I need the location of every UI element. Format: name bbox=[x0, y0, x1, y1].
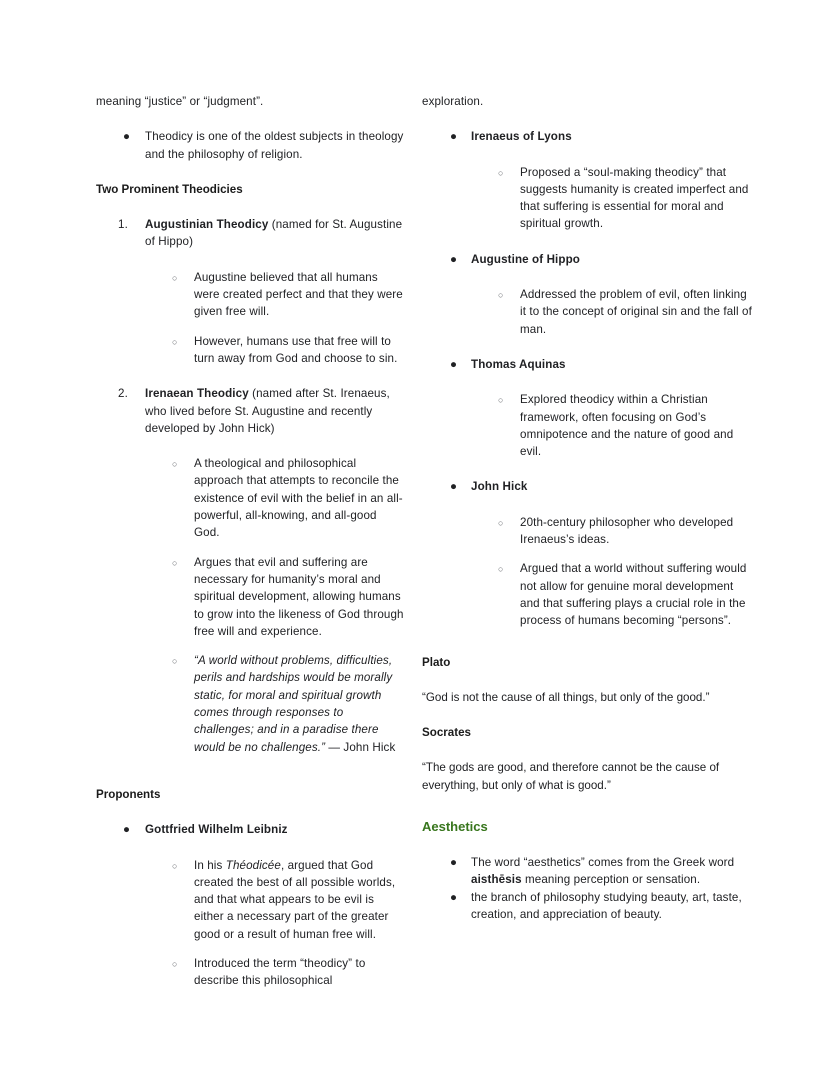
sub-list-item bbox=[422, 164, 752, 233]
spacer bbox=[96, 756, 404, 786]
heading-aesthetics: Aesthetics bbox=[422, 819, 488, 835]
list-number: 2. bbox=[118, 387, 128, 401]
bullet-disc-icon: ● bbox=[450, 252, 458, 266]
sub-list-item-text: Explored theodicy within a Christian framework, often focusing on God’s omnipotence and the nature of good and evil. bbox=[520, 393, 734, 459]
item-bold-lead: Augustinian Theodicy bbox=[145, 218, 269, 232]
sub-list-item-text: Augustine believed that all humans were created perfect and that they were given free will. bbox=[194, 270, 403, 319]
person-irenaeus bbox=[422, 128, 752, 145]
sub-list-item bbox=[422, 286, 752, 338]
item-rest: (named for St. Augustine of Hippo) bbox=[145, 218, 403, 249]
spacer bbox=[422, 146, 752, 164]
sub-list-item-text bbox=[194, 859, 395, 941]
bullet-disc-icon: ● bbox=[450, 480, 458, 494]
theodicies-numbered-list bbox=[96, 216, 404, 251]
numbered-item-augustinian bbox=[96, 216, 404, 251]
bullet-disc-icon: ● bbox=[450, 130, 458, 144]
spacer bbox=[96, 367, 404, 385]
proponent-leibniz bbox=[96, 821, 404, 838]
heading-socrates: Socrates bbox=[422, 726, 471, 740]
spacer bbox=[422, 233, 752, 251]
bullet-circle-icon: ○ bbox=[172, 557, 178, 568]
numbered-item-text bbox=[145, 218, 402, 248]
sub-list-item-text: Introduced the term “theodicy” to describe this philosophical bbox=[194, 956, 366, 988]
spacer bbox=[96, 163, 404, 181]
sub-list-item bbox=[96, 857, 404, 943]
proponent-name: Gottfried Wilhelm Leibniz bbox=[145, 823, 288, 837]
sub-list-item-text: A theological and philosophical approach that attempts to reconcile the existence of evil with the belief in an all-powerful, all-knowing, and all-good God. bbox=[194, 457, 403, 540]
left-continued-text: meaning “justice” or “judgment”. bbox=[96, 95, 264, 108]
spacer bbox=[96, 198, 404, 216]
person-name-item bbox=[422, 128, 752, 145]
right-continued-text: exploration. bbox=[422, 95, 484, 108]
person-name-item bbox=[422, 251, 752, 268]
numbered-item-text bbox=[145, 387, 390, 435]
john-hick-subitems bbox=[422, 514, 752, 630]
item-rest: (named after St. Irenaeus, who lived before St. Augustine and recently developed by John Hick) bbox=[145, 387, 390, 435]
socrates-quote: “The gods are good, and therefore cannot be the cause of everything, but only of what is good.” bbox=[422, 761, 720, 792]
spacer bbox=[96, 110, 404, 128]
heading-plato: Plato bbox=[422, 655, 451, 669]
two-column-body bbox=[0, 93, 828, 990]
sub-list-item-quote bbox=[96, 652, 404, 756]
bullet-circle-icon: ○ bbox=[172, 272, 178, 283]
sub-list-item bbox=[96, 269, 404, 321]
bullet-circle-icon: ○ bbox=[172, 860, 178, 871]
bullet-disc-icon: ● bbox=[123, 823, 131, 837]
list-item bbox=[422, 889, 752, 924]
spacer bbox=[422, 836, 752, 854]
list-item bbox=[96, 128, 404, 163]
text-before-bold: The word “aesthetics” comes from the Greek word bbox=[471, 856, 735, 870]
spacer bbox=[422, 496, 752, 514]
sub-list-item-text: Proposed a “soul-making theodicy” that suggests humanity is created imperfect and that suffering is essential for moral and spiritual growth. bbox=[520, 165, 749, 231]
plato-quote: “God is not the cause of all things, but only of the good.” bbox=[422, 690, 710, 704]
augustinian-subitems bbox=[96, 269, 404, 367]
aesthetics-list bbox=[422, 854, 752, 923]
sub-list-item-text: However, humans use that free will to turn away from God and choose to sin. bbox=[194, 334, 398, 365]
person-name: Irenaeus of Lyons bbox=[471, 130, 572, 144]
spacer bbox=[422, 373, 752, 391]
person-john-hick bbox=[422, 478, 752, 495]
sub-list-item bbox=[422, 391, 752, 460]
person-augustine bbox=[422, 251, 752, 268]
irenaean-subitems bbox=[96, 455, 404, 756]
sub-list-item bbox=[96, 455, 404, 541]
bullet-circle-icon: ○ bbox=[498, 395, 504, 406]
sub-list-item-text: Argued that a world without suffering would not allow for genuine moral development and that suffering plays a crucial role in the process of humans becoming “persons”. bbox=[520, 562, 747, 628]
text-before-italic: In his bbox=[194, 858, 226, 872]
person-name: Augustine of Hippo bbox=[471, 252, 580, 266]
john-hick-attribution: — John Hick bbox=[325, 740, 396, 754]
bullet-circle-icon: ○ bbox=[498, 564, 504, 575]
spacer bbox=[422, 268, 752, 286]
bullet-disc-icon: ● bbox=[450, 890, 458, 904]
text-after-bold: meaning perception or sensation. bbox=[521, 873, 701, 887]
spacer bbox=[422, 110, 752, 128]
john-hick-quote: “A world without problems, difficulties, perils and hardships would be morally static, for moral and spiritual growth comes through responses to challenges; and in a paradise there would be no challenges.” bbox=[194, 654, 393, 754]
item-bold-lead: Irenaean Theodicy bbox=[145, 387, 249, 401]
heading-two-prominent-theodicies: Two Prominent Theodicies bbox=[96, 182, 243, 196]
bullet-circle-icon: ○ bbox=[498, 290, 504, 301]
bullet-circle-icon: ○ bbox=[498, 167, 504, 178]
spacer bbox=[96, 437, 404, 455]
list-item-text: Theodicy is one of the oldest subjects in theology and the philosophy of religion. bbox=[145, 130, 404, 161]
bullet-circle-icon: ○ bbox=[498, 517, 504, 528]
irenaeus-subitems bbox=[422, 164, 752, 233]
theodicee-title: Théodicée bbox=[225, 858, 281, 872]
spacer bbox=[422, 741, 752, 759]
spacer bbox=[422, 630, 752, 654]
list-item-text: the branch of philosophy studying beauty, art, taste, creation, and appreciation of beauty. bbox=[471, 890, 742, 921]
text-after-italic: , argued that God created the best of all possible worlds, and that what appears to be evil is either a necessary part of the greater good or a result of human free will. bbox=[194, 858, 396, 941]
heading-proponents: Proponents bbox=[96, 787, 161, 801]
list-number: 1. bbox=[118, 218, 128, 232]
spacer bbox=[96, 839, 404, 857]
left-top-bullet-list bbox=[96, 128, 404, 163]
sub-list-item bbox=[96, 333, 404, 368]
sub-list-item bbox=[96, 955, 404, 990]
person-name-item bbox=[422, 478, 752, 495]
bullet-disc-icon: ● bbox=[450, 856, 458, 870]
list-item-text bbox=[471, 856, 734, 886]
list-item bbox=[422, 854, 752, 889]
sub-list-item bbox=[422, 560, 752, 629]
person-name: Thomas Aquinas bbox=[471, 357, 566, 371]
spacer bbox=[422, 671, 752, 689]
spacer bbox=[422, 338, 752, 356]
bullet-disc-icon: ● bbox=[123, 130, 131, 144]
augustine-subitems bbox=[422, 286, 752, 338]
person-name-item bbox=[422, 356, 752, 373]
bullet-circle-icon: ○ bbox=[172, 459, 178, 470]
theodicies-numbered-list-2 bbox=[96, 385, 404, 437]
bullet-circle-icon: ○ bbox=[172, 656, 178, 667]
spacer bbox=[422, 794, 752, 818]
aquinas-subitems bbox=[422, 391, 752, 460]
left-column bbox=[0, 93, 414, 990]
quote-text-wrapper bbox=[194, 654, 395, 753]
numbered-item-irenaean bbox=[96, 385, 404, 437]
spacer bbox=[422, 706, 752, 724]
bullet-circle-icon: ○ bbox=[172, 958, 178, 969]
bullet-disc-icon: ● bbox=[450, 357, 458, 371]
person-aquinas bbox=[422, 356, 752, 373]
proponents-list bbox=[96, 821, 404, 838]
right-column bbox=[414, 93, 828, 923]
greek-term-aisthesis: aisthēsis bbox=[471, 873, 522, 887]
bullet-circle-icon: ○ bbox=[172, 336, 178, 347]
spacer bbox=[96, 803, 404, 821]
sub-list-item-text: 20th-century philosopher who developed Irenaeus’s ideas. bbox=[520, 515, 734, 547]
sub-list-item bbox=[422, 514, 752, 549]
spacer bbox=[422, 460, 752, 478]
person-name: John Hick bbox=[471, 480, 528, 494]
spacer bbox=[96, 251, 404, 269]
sub-list-item-text: Addressed the problem of evil, often linking it to the concept of original sin and the fall of man. bbox=[520, 288, 752, 336]
leibniz-subitems bbox=[96, 857, 404, 990]
sub-list-item-text: Argues that evil and suffering are necessary for humanity’s moral and spiritual development, allowing humans to grow into the likeness of God through free will and experience. bbox=[194, 555, 404, 638]
sub-list-item bbox=[96, 554, 404, 640]
